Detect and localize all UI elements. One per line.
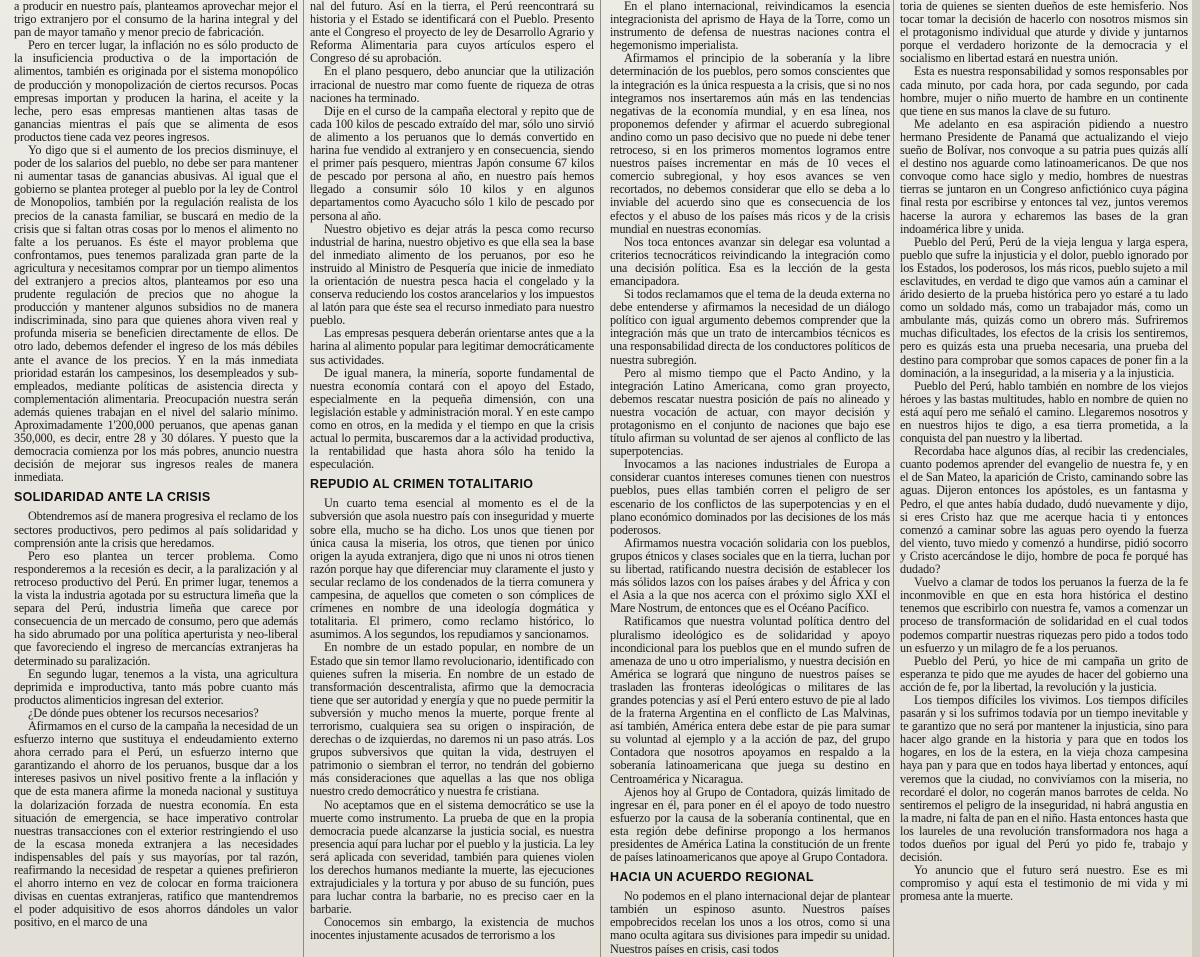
paragraph: Me adelanto en esa aspiración pidiendo a nuestro hermano Presidente de Panamá que actualizando el viejo sueño de Bolívar, nos convoque a su patria pues quizás allí el destino nos aguarde como latinoamericanos. De que nos convoque como hace siglo y medio, hombres de nuestras tierras se juntaron en un Congreso anfictiónico cuya página final resta por escribirse y entonces tal vez, juntos veremos hacerse la aurora y echaremos las bases de la gran indoamérica libre y unida.	[900, 116, 1188, 236]
paragraph: Un cuarto tema esencial al momento es el de la subversión que asola nuestro país con inseguridad y muerte sobre ella, mucho se ha dicho. Los unos que tienen por única causa la miseria, los otros, que tienen por único origen la ayuda extranjera, digo que ni unos ni otros tienen razón porque hay que diferenciar muy claramente el justo y secular reclamo de los condenados de la tierra comunera y campesina, de aquellos que cometen o son cómplices de crímenes en nombre de una ideología dogmática y totalitaria. El primero, como reclamo histórico, lo asumimos. A los segundos, los repudiamos y sancionamos.	[310, 496, 594, 642]
paragraph: ¿De dónde pues obtener los recursos necesarios?	[28, 705, 259, 720]
paragraph: Conocemos sin embargo, la existencia de muchos inocentes injustamente acusados de terrorismo a los	[310, 915, 594, 943]
paragraph: Yo digo que si el aumento de los precios disminuye, el poder de los salarios del pueblo, no debe ser para mantener ni aumentar tasas de ganancias abusivas. Al igual que el gobierno se plantea proteger al pueblo por la ley de Control de Monopolios, también por la regulación realista de los precios de la canasta familiar, se buscará en medio de la crisis que si faltan otras cosas por lo menos el alimento no falte a los peruanos. Es éste el mayor problema que confrontamos, pues tenemos paralizada gran parte de la agricultura y necesitamos comprar por un tiempo alimentos del extranjero a precios altos, planteamos por eso una prudente regulación de precios que no ahogue la producción y mantener algunos subsidios no de manera indiscriminada, sino para que quienes ahora viven real y profunda miseria se beneficien directamente de ellos. De otro lado, debemos defender el ingreso de los más débiles ante el avance de los precios. Y en la más inmediata prioridad estarán los campesinos, los desempleados y sub-empleados, mediante políticas de asistencia directa y complementación alimentaria. Preocupación nuestra serán además quienes trabajan en el nivel del salario mínimo. Aproximadamente 1'200,000 peruanos, que apenas ganan 350,000, es decir, entre 28 y 30 dólares. Y puesto que la democracia comienza por los más pobres, anuncio nuestra decisión de mejorar sus ingresos reales de manera inmediata.	[14, 143, 298, 485]
paragraph: Nos toca entonces avanzar sin delegar esa voluntad a criterios tecnocráticos reivindicando la integración como una decisión política. Esa es la lección de la gesta emancipadora.	[610, 234, 890, 288]
paragraph: toria de quienes se sienten dueños de este hemisferio. Nos tocar tomar la decisión de hacerlo con nosotros mismos sin el protagonismo individual que aturde y divide y juntarnos porque el verdadero horizonte de la democracia y el socialismo en libertad estará en nuestra unión.	[900, 0, 1188, 66]
text-column-4	[894, 0, 1194, 957]
section-heading: SOLIDARIDAD ANTE LA CRISIS	[14, 490, 211, 505]
paragraph: Pueblo del Perú, hablo también en nombre de los viejos héroes y las bastas multitudes, hablo en nombre de quien no está aquí pero me señaló el camino. Llegaremos nosotros y en nuestros hijos te digo, a esa tierra prometida, a la conquista del pan nuestro y la libertad.	[900, 378, 1188, 446]
paragraph: Recordaba hace algunos días, al recibir las credenciales, cuanto podemos aprender del evangelio de nuestra fe, y en el de San Mateo, la aparición de Cristo, caminando sobre las aguas. Dijeron entonces los apóstoles, es un fantasma y Pedro, el que antes había dudado, dudó nuevamente y dijo, si eres Cristo haz que me acerque hacia ti y entonces comenzó a caminar sobre las aguas pero oyendo la fuerza del viento, tuvo miedo y comenzó a hundirse, pidió socorro y Cristo acercándose le dijo, hombre de poca fe porqué has dudado?	[900, 444, 1188, 577]
paragraph: Pueblo del Perú, Perú de la vieja lengua y larga espera, pueblo que sufre la injusticia y el dolor, pueblo ignorado por los Estados, los poderosos, los más ricos, pueblo sujeto a mil esclavitudes, en verdad te digo que vamos aún a caminar el árido desierto de la prueba histórica pero yo estaré a tu lado como un soldado más, como un trabajador más, como un ambulante más, quizás como un obrero más. Sufriremos muchas dificultades, los efectos de la crisis los sentiremos, pero es quizás esta una prueba necesaria, una prueba del destino para comprobar que somos capaces de poner fin a la dominación, a la inseguridad, a la miseria y a la injusticia.	[900, 234, 1188, 380]
section-heading: HACIA UN ACUERDO REGIONAL	[610, 870, 814, 885]
column-rule	[600, 0, 601, 957]
paragraph: En el plano pesquero, debo anunciar que la utilización irracional de nuestro mar como fuente de riqueza de otras naciones ha terminado.	[310, 64, 594, 105]
text-column-1	[8, 0, 304, 957]
paper-edge	[1192, 0, 1200, 957]
paragraph: Vuelvo a clamar de todos los peruanos la fuerza de la fe inconmovible en que en esta hora histórica el destino tenemos que escribirlo con nuestra fe, vamos a comenzar un proceso de transformación de solidaridad en el cual todos podemos compartir nuestras riquezas pero pido a todos todo un esfuerzo y un milagro de fe a los peruanos.	[900, 575, 1188, 655]
paragraph: Pero eso plantea un tercer problema. Como responderemos a la recesión es decir, a la paralización y al retroceso productivo del Perú. En primer lugar, tenemos a la vista la industria agotada por su estructura limeña que la separa del Perú, industria limeña que carece por consecuencia de un mercado de consumo, pero que además ha sido abrumado por una política aperturista y neo-liberal que favoreciendo el ingreso de mercancías extranjeras ha determinado su paralización.	[14, 548, 298, 668]
paragraph: Ratificamos que nuestra voluntad política dentro del pluralismo ideológico es de solidaridad y apoyo incondicional para los pueblos que en el mundo sufren de amenaza de uno u otro imperialismo, y nuestra decisión en América se logrará que ninguno de nuestros países se trasladen las fronteras ideológicas o militares de las grandes potencias y así el Perú entero estuvo de pie al lado de la fraterna Argentina en el conflicto de Las Malvinas, así también, América entera debe estar de pie para sumar su voluntad al ejemplo y a la acción de paz, del grupo Contadora que nosotros apoyamos en respaldo a la soberanía latinoamericana que juega su destino en Centroamérica y Nicaragua.	[610, 614, 890, 786]
paragraph: Afirmamos en el curso de la campaña la necesidad de un esfuerzo interno que sustituya el endeudamiento externo ahora cerrado para el Perú, un esfuerzo interno que garantizando el ahorro de los peruanos, busque dar a los intereses pasivos un nivel positivo frente a la inflación y que de esta manera afirme la moneda nacional y sustituya la dolarización forzada de nuestra economía. En esta situación de emergencia, se hace imperativo controlar nuestras transacciones con el exterior restringiendo el uso de la escasa moneda extranjera a las necesidades indispensables del país y sus mayorías, por tal razón, reafirmando la necesidad de respetar a quienes prefirieron el ahorro interno en vez de colocar en forma traicionera divisas en cuentas extranjeras, ratifico que mantendremos el poder adquisitivo de esos ahorros dándoles un valor positivo, en el marco de una	[14, 718, 298, 930]
paragraph: No podemos en el plano internacional dejar de plantear también un espinoso asunto. Nuestros países empobrecidos recelan los unos a los otros, como si una mano oculta agitara sus divisiones para impedir su unidad. Nuestros países en crisis, casi todos	[610, 889, 890, 956]
text-column-3	[604, 0, 896, 957]
paragraph: Afirmamos nuestra vocación solidaria con los pueblos, grupos étnicos y clases sociales que en la tierra, luchan por su libertad, ratificando nuestra decisión de establecer los más sólidos lazos con los países árabes y del África y con el Asia a la que nos acerca con el próximo siglo XXI el Mare Nostrum, de entonces que es el Océano Pacífico.	[610, 535, 890, 616]
paragraph: Afirmamos el principio de la soberanía y la libre determinación de los pueblos, pero somos conscientes que la integración es la única respuesta a la crisis, que si no nos integramos nos insertaremos aún más en las tendencias negativas de la economía mundial, y en esa línea, nos proponemos defender y afirmar el acuerdo subregional andino como un paso decisivo que no puede ni debe tener retroceso, si en los primeros momentos logramos entre nuestros países incrementar en más de 10 veces el comercio subregional, y hoy esos avances se ven recortados, no debemos considerar que ello se deba a lo inviable del acuerdo sino que es consecuencia de los efectos y el abuso de los países más ricos y de la crisis mundial en nuestras economías.	[610, 51, 890, 236]
paragraph: Los tiempos difíciles los vivimos. Los tiempos difíciles pasarán y si los sufrimos todavía por un tiempo inevitable y te garantizo que no será por mantener la injusticia, sino para hacer algo grande en la historia y para que en todos los hogares, en los de la estera, en la vieja choza campesina haya pan y para que en todos haya libertad y entonces, aquí veremos que la ciudad, no convivíamos con la miseria, no recordaré el dolor, no cogerán manos barrotes de celda. No sentiremos el peligro de la inseguridad, ni habrá angustia en la madre, ni falta de pan en el niño. Hasta entonces hasta que los laureles de una revolución transformadora nos haga a todos dueños por igual del Perú yo pido fe, trabajo y decisión.	[900, 692, 1188, 865]
paragraph: De igual manera, la minería, soporte fundamental de nuestra economía contará con el apoyo del Estado, especialmente en la pequeña dimensión, con una legislación estable y administración moral. Y en este campo como en otros, en la medida y el tiempo en que la crisis actual lo permita, buscaremos dar a la actividad productiva, la rentabilidad que hasta ahora sólo ha tenido la especulación.	[310, 365, 594, 472]
paragraph: En el plano internacional, reivindicamos la esencia integracionista del aprismo de Haya de la Torre, como un instrumento de defensa de nuestras naciones contra el hegemonismo imperialista.	[610, 0, 890, 53]
paragraph: Yo anuncio que el futuro será nuestro. Ese es mi compromiso y aquí esta el testimonio de mi vida y mi promesa ante la muerte.	[900, 863, 1188, 904]
paragraph: En segundo lugar, tenemos a la vista, una agricultura deprimida e improductiva, tanto más pobre cuanto más productos alimenticios ingresan del exterior.	[14, 666, 298, 707]
paragraph: Dije en el curso de la campaña electoral y repito que de cada 100 kilos de pescado extraído del mar, sólo uno sirvió de alimento a los peruanos que lo demás convertido en harina fue vendido al extranjero y en consecuencia, siendo el primer país pesquero, mientras Japón consume 67 kilos de pescado por persona al año, en nuestro país hemos llegado a consumir sólo 10 kilos y en algunos departamentos como Ayacucho sólo 1 kilo de pescado por persona al año.	[310, 103, 594, 223]
paragraph: Si todos reclamamos que el tema de la deuda externa no debe entenderse y afirmamos la necesidad de un diálogo político con igual argumento debemos comprender que la integración más que un trato de intercambios técnicos es una responsabilidad directa de los conductores políticos de nuestra subregión.	[610, 287, 890, 367]
paragraph: Las empresas pesquera deberán orientarse antes que a la harina al alimento popular para legitimar democráticamente sus actividades.	[310, 326, 594, 367]
section-heading: REPUDIO AL CRIMEN TOTALITARIO	[310, 477, 534, 492]
paragraph: Pero al mismo tiempo que el Pacto Andino, y la integración Latino Americana, como gran proyecto, debemos rescatar nuestra posición de país no alineado y nuestra vocación de actuar, con mayor decisión y protagonismo en el conjunto de naciones que bajo ese título afirman su voluntad de ser ajenos al conflicto de las superpotencias.	[610, 365, 890, 459]
paragraph: Esta es nuestra responsabilidad y somos responsables por cada minuto, por cada hora, por cada segundo, por cada hombre, mujer o niño muerto de hambre en un continente que tiene en sus manos la clave de su futuro.	[900, 64, 1188, 118]
paragraph: Nuestro objetivo es dejar atrás la pesca como recurso industrial de harina, nuestro objetivo es que ella sea la base del inmediato alimento de los peruanos, por eso he instruido al Ministro de Pesquería que inicie de inmediato la orientación de nuestra pesca hacia el congelado y la conserva reduciendo los costos arancelarios y los impuestos al latón para que éste sea el recurso inmediato para nuestro pueblo.	[310, 221, 594, 328]
text-column-2	[304, 0, 600, 957]
paragraph: Ajenos hoy al Grupo de Contadora, quizás limitado de ingresar en él, para poner en él el apoyo de todo nuestro esfuerzo por la causa de la soberanía continental, que en esta región debe definirse propongo a los hermanos presidentes de América Latina la constitución de un frente de países latinoamericanos que apoye al Grupo Contadora.	[610, 784, 890, 865]
paragraph: En nombre de un estado popular, en nombre de un Estado que sin temor llamo revolucionario, identificado con quienes sufren la miseria. En nombre de un estado de transformación descentralista, afirmo que la democracia tiene que ser autoridad y energía y que no puede permitir la subversión y mucho menos la muerte, porque frente al terrorismo, cualquiera sea su origen o inspiración, de derechas o de izquierdas, no daremos ni un paso atrás. Los grupos subversivos que quitan la vida, destruyen el patrimonio o siembran el terror, no tendrán del gobierno más consideraciones que aquellas a las que nos obliga nuestro credo democrático y nuestra fe cristiana.	[310, 640, 594, 799]
paragraph: Pueblo del Perú, yo hice de mi campaña un grito de esperanza te pido que me ayudes de hacer del gobierno una acción de fe, por la libertad, la revolución y la justicia.	[900, 653, 1188, 694]
paragraph: Pero en tercer lugar, la inflación no es sólo producto de la insuficiencia productiva o de la importación de alimentos, también es originada por el sistema monopólico de producción y monopolización de ciertos recursos. Pocas empresas importan y producen la harina, el aceite y la leche, pero esas empresas mantienen altas tasas de ganancias mientras el país que se alimenta de esos productos tiene cada vez peores ingresos.	[14, 38, 298, 144]
paragraph: a producir en nuestro país, planteamos aprovechar mejor el trigo extranjero por el consumo de la harina integral y del pan de mayor tamaño y menor precio de fabricación.	[14, 0, 298, 40]
paragraph: Obtendremos así de manera progresiva el reclamo de los sectores productivos, pero pedimos al país solidaridad y comprensión ante la crisis que heredamos.	[14, 509, 298, 550]
paragraph: Invocamos a las naciones industriales de Europa a considerar cuantos intereses comunes tienen con nuestros pueblos, pues ellas también corren el peligro de ser escenario de los conflictos de las superpotencias y en el plano económico dominados por las decisiones de los más poderosos.	[610, 457, 890, 537]
paragraph: nal del futuro. Así en la tierra, el Perú reencontrará su historia y el Estado se identificará con el Pueblo. Presento ante el Congreso el proyecto de ley de Desarrollo Agrario y Reforma Alimentaria para cuyos artículos espero el Congreso dé su aprobación.	[310, 0, 594, 66]
paragraph: No aceptamos que en el sistema democrático se use la muerte como instrumento. La prueba de que en la propia democracia puede alcanzarse la justicia social, es nuestra presencia aquí para luchar por el pueblo y la justicia. La ley será aplicada con severidad, también para quienes violen los derechos humanos mediante la muerte, las ejecuciones extrajudiciales y la tortura y por abuso de su función, pues para luchar contra la barbarie, no es preciso caer en la barbarie.	[310, 797, 594, 917]
